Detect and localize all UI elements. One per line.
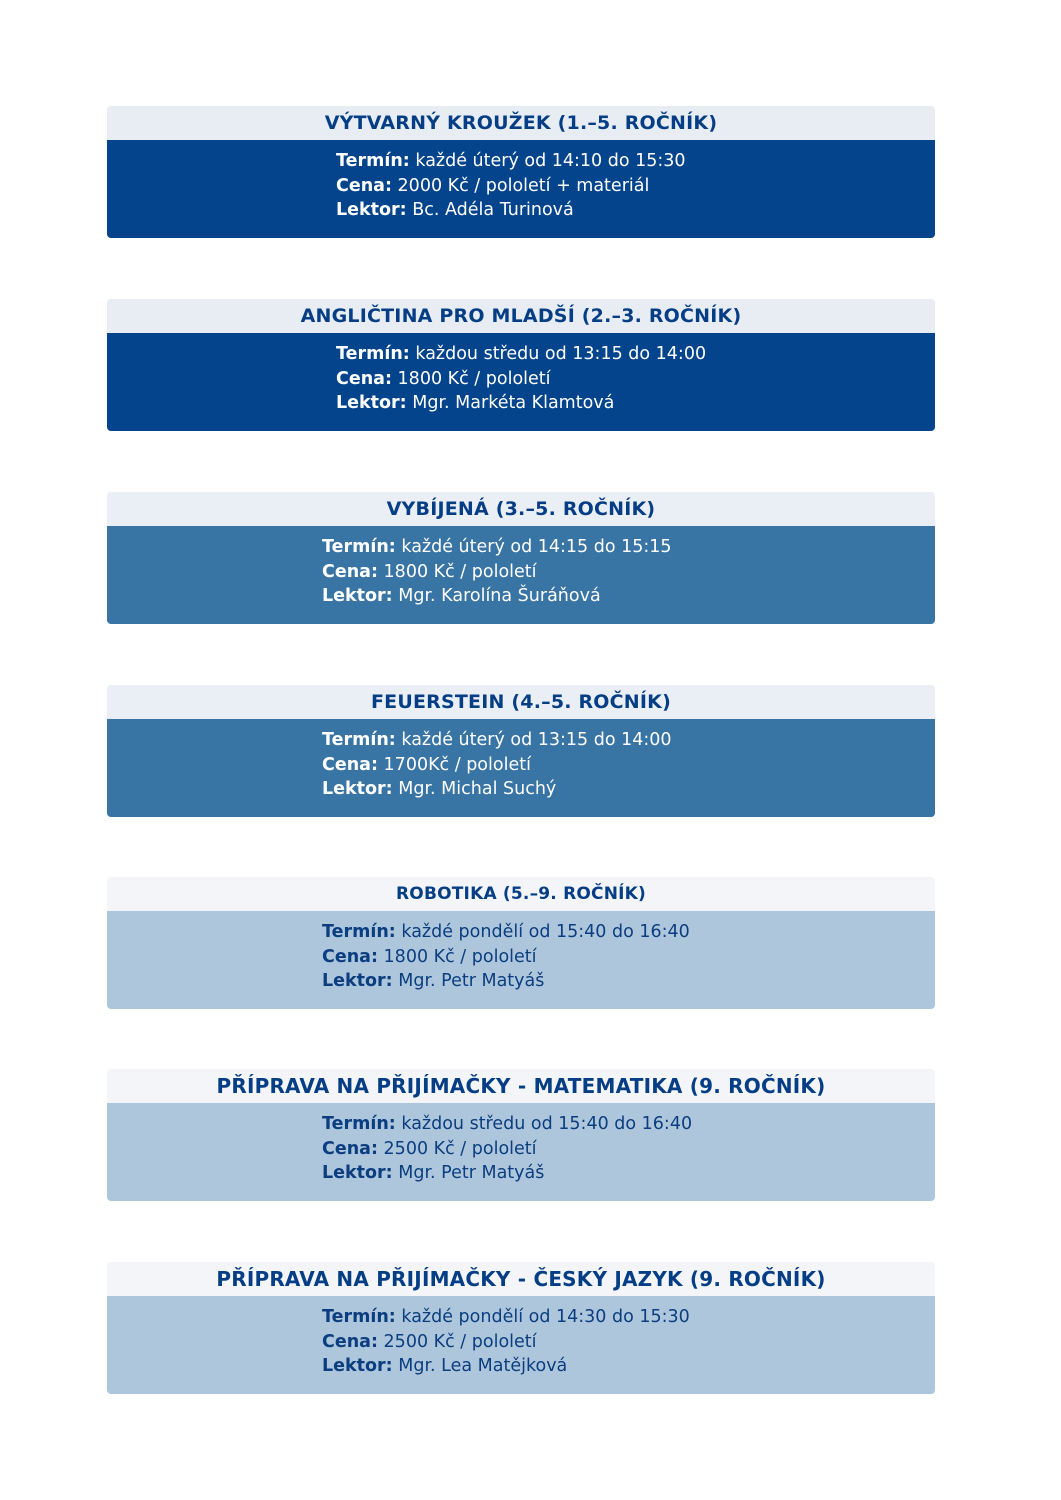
price-row bbox=[322, 753, 935, 778]
price-label: Cena: bbox=[322, 561, 378, 582]
term-row bbox=[322, 1305, 935, 1330]
lector-row bbox=[322, 777, 935, 802]
course-title: ANGLIČTINA PRO MLADŠÍ (2.–3. ROČNÍK) bbox=[107, 299, 935, 333]
term-value: každé pondělí od 15:40 do 16:40 bbox=[395, 922, 690, 942]
price-row bbox=[322, 945, 935, 970]
term-label: Termín: bbox=[322, 922, 396, 942]
term-value: každé úterý od 14:10 do 15:30 bbox=[409, 151, 686, 171]
lector-label: Lektor: bbox=[322, 779, 393, 799]
price-value: 1700Kč / pololetí bbox=[377, 754, 531, 775]
course-card bbox=[107, 492, 935, 624]
term-row bbox=[322, 920, 935, 945]
course-title: VÝTVARNÝ KROUŽEK (1.–5. ROČNÍK) bbox=[107, 106, 935, 140]
lector-label: Lektor: bbox=[336, 393, 407, 413]
term-label: Termín: bbox=[336, 344, 410, 364]
price-value: 2500 Kč / pololetí bbox=[377, 1331, 537, 1352]
term-label: Termín: bbox=[322, 730, 396, 750]
term-value: každé pondělí od 14:30 do 15:30 bbox=[395, 1307, 690, 1327]
term-row bbox=[322, 535, 935, 560]
lector-label: Lektor: bbox=[322, 1356, 393, 1376]
course-title: PŘÍPRAVA NA PŘIJÍMAČKY - MATEMATIKA (9. ROČNÍK) bbox=[107, 1069, 935, 1103]
price-label: Cena: bbox=[322, 754, 378, 775]
lector-row bbox=[322, 1354, 935, 1379]
term-value: každé úterý od 13:15 do 14:00 bbox=[395, 730, 672, 750]
term-value: každou středu od 15:40 do 16:40 bbox=[395, 1114, 693, 1134]
term-value: každou středu od 13:15 do 14:00 bbox=[409, 344, 707, 364]
course-card bbox=[107, 877, 935, 1009]
course-card bbox=[107, 106, 935, 238]
course-details bbox=[107, 333, 935, 431]
price-row bbox=[336, 367, 935, 392]
course-card bbox=[107, 685, 935, 817]
price-row bbox=[322, 560, 935, 585]
lector-value: Mgr. Markéta Klamtová bbox=[406, 393, 615, 413]
course-details bbox=[107, 1103, 935, 1201]
lector-label: Lektor: bbox=[322, 971, 393, 991]
lector-value: Mgr. Lea Matějková bbox=[392, 1356, 568, 1376]
term-label: Termín: bbox=[322, 537, 396, 557]
price-value: 1800 Kč / pololetí bbox=[377, 946, 537, 967]
course-details bbox=[107, 911, 935, 1009]
lector-row bbox=[336, 391, 935, 416]
course-details bbox=[107, 526, 935, 624]
term-label: Termín: bbox=[322, 1307, 396, 1327]
lector-label: Lektor: bbox=[336, 200, 407, 220]
lector-value: Mgr. Petr Matyáš bbox=[392, 971, 545, 991]
course-title: FEUERSTEIN (4.–5. ROČNÍK) bbox=[107, 685, 935, 719]
term-row bbox=[336, 149, 935, 174]
price-label: Cena: bbox=[336, 175, 392, 196]
price-label: Cena: bbox=[322, 946, 378, 967]
term-label: Termín: bbox=[336, 151, 410, 171]
price-row bbox=[336, 174, 935, 199]
course-details bbox=[107, 1296, 935, 1394]
course-card bbox=[107, 1262, 935, 1394]
lector-label: Lektor: bbox=[322, 1163, 393, 1183]
course-details bbox=[107, 719, 935, 817]
course-title: PŘÍPRAVA NA PŘIJÍMAČKY - ČESKÝ JAZYK (9. ROČNÍK) bbox=[107, 1262, 935, 1296]
lector-value: Mgr. Karolína Šuráňová bbox=[392, 586, 601, 606]
price-row bbox=[322, 1137, 935, 1162]
price-value: 2500 Kč / pololetí bbox=[377, 1138, 537, 1159]
course-card bbox=[107, 299, 935, 431]
lector-row bbox=[336, 198, 935, 223]
term-label: Termín: bbox=[322, 1114, 396, 1134]
lector-value: Bc. Adéla Turinová bbox=[406, 200, 574, 220]
price-value: 1800 Kč / pololetí bbox=[377, 561, 537, 582]
lector-value: Mgr. Michal Suchý bbox=[392, 779, 557, 799]
term-value: každé úterý od 14:15 do 15:15 bbox=[395, 537, 672, 557]
price-label: Cena: bbox=[336, 368, 392, 389]
lector-row bbox=[322, 584, 935, 609]
term-row bbox=[336, 342, 935, 367]
lector-label: Lektor: bbox=[322, 586, 393, 606]
course-title: VYBÍJENÁ (3.–5. ROČNÍK) bbox=[107, 492, 935, 526]
lector-row bbox=[322, 969, 935, 994]
price-label: Cena: bbox=[322, 1331, 378, 1352]
lector-value: Mgr. Petr Matyáš bbox=[392, 1163, 545, 1183]
price-value: 1800 Kč / pololetí bbox=[391, 368, 551, 389]
term-row bbox=[322, 728, 935, 753]
course-card bbox=[107, 1069, 935, 1201]
lector-row bbox=[322, 1161, 935, 1186]
course-title: ROBOTIKA (5.–9. ROČNÍK) bbox=[107, 877, 935, 911]
price-row bbox=[322, 1330, 935, 1355]
course-details bbox=[107, 140, 935, 238]
price-label: Cena: bbox=[322, 1138, 378, 1159]
price-value: 2000 Kč / pololetí + materiál bbox=[391, 175, 650, 196]
term-row bbox=[322, 1112, 935, 1137]
